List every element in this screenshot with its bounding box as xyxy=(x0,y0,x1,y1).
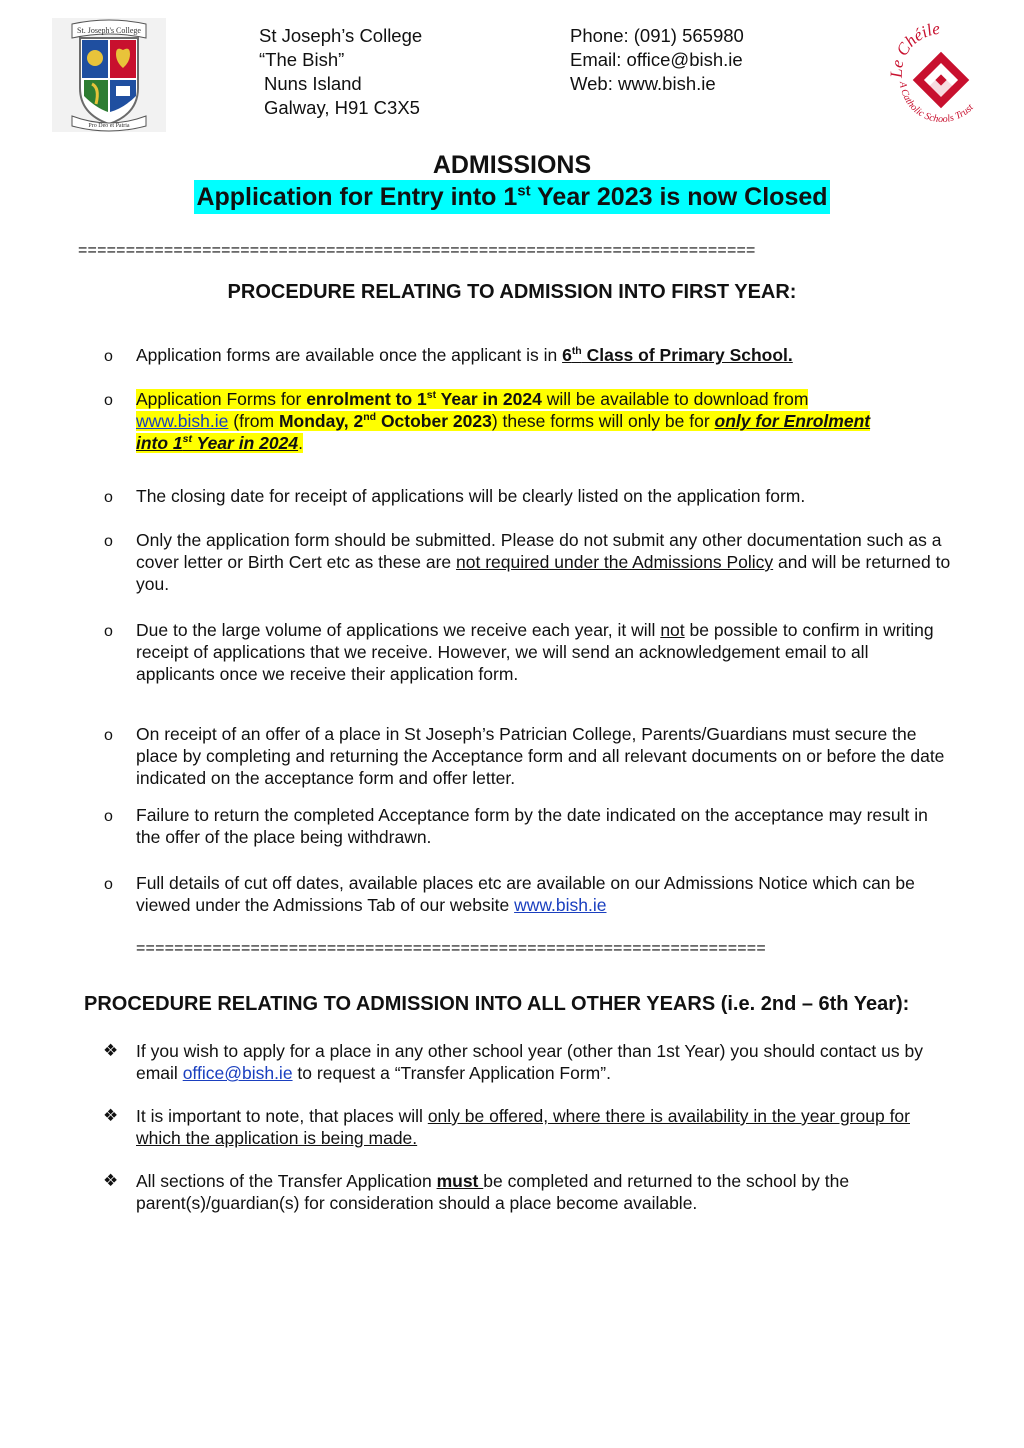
page-title: ADMISSIONS xyxy=(432,151,592,179)
list-item: Only the application form should be submitted. Please do not submit any other documentation such as a cover letter or Birth Cert etc as these are not required under the Admissions Policy and will be returned to you. xyxy=(136,530,951,594)
list-item: If you wish to apply for a place in any other school year (other than 1st Year) you should contact us by email office@bish.ie to request a “Transfer Application Form”. xyxy=(136,1041,923,1083)
list-item: Due to the large volume of applications we receive each year, it will not be possible to confirm in writing receipt of applications that we receive. However, we will send an acknowledgement email to all applicants once we receive their application form. xyxy=(136,620,934,684)
bullet-marker: o xyxy=(104,623,113,640)
bullet-marker: o xyxy=(104,348,113,365)
school-name: St Joseph’s College xyxy=(259,25,423,46)
diamond-bullet-icon: ❖ xyxy=(103,1171,119,1190)
trust-text-bottom: A Catholic Schools Trust xyxy=(896,81,976,126)
website-link[interactable]: www.bish.ie xyxy=(136,411,229,431)
contact-email: Email: office@bish.ie xyxy=(570,49,743,70)
list-item: Failure to return the completed Acceptance form by the date indicated on the acceptance may result in the offer of the place being withdrawn. xyxy=(136,805,928,847)
divider-rule: ================================================================== xyxy=(136,940,766,957)
bullet-marker: o xyxy=(104,489,113,506)
bullet-marker: o xyxy=(104,533,113,550)
list-item: It is important to note, that places will only be offered, where there is availability in the year group for which the application is being made. xyxy=(136,1106,910,1148)
list-item: All sections of the Transfer Application must be completed and returned to the school by the parent(s)/guardian(s) for consideration should a place become available. xyxy=(136,1171,850,1213)
diamond-bullet-icon: ❖ xyxy=(103,1041,119,1060)
list-item: Full details of cut off dates, available places etc are available on our Admissions Notice which can be viewed under the Admissions Tab of our website www.bish.ie xyxy=(136,873,915,915)
contact-phone: Phone: (091) 565980 xyxy=(570,25,744,46)
school-address xyxy=(259,24,422,120)
list-item: Application forms are available once the applicant is in 6th Class of Primary School. xyxy=(136,345,793,365)
address-city: Galway, H91 C3X5 xyxy=(264,97,420,118)
list-item-highlighted: Application Forms for enrolment to 1st Year in 2024 will be available to download from www.bish.ie (from Monday, 2nd October 2023) these forms will only be for only for Enrolment into 1st Year in 2024. xyxy=(136,389,871,453)
bullet-marker: o xyxy=(104,808,113,825)
diamond-bullet-icon: ❖ xyxy=(103,1106,119,1125)
crest-text-bottom: Pro Deo et Patria xyxy=(88,123,130,129)
list-item: On receipt of an offer of a place in St Joseph’s Patrician College, Parents/Guardians must secure the place by completing and returning the Acceptance form and all relevant documents on or before the date indicated on the acceptance form and offer letter. xyxy=(136,724,945,788)
other-years-heading: PROCEDURE RELATING TO ADMISSION INTO ALL OTHER YEARS (i.e. 2nd – 6th Year): xyxy=(84,993,910,1015)
list-item: The closing date for receipt of applications will be clearly listed on the application form. xyxy=(136,486,806,506)
bullet-marker: o xyxy=(104,392,113,409)
address-street: Nuns Island xyxy=(264,73,362,94)
trust-text-top: Le Chéile xyxy=(888,22,941,79)
closed-notice: Application for Entry into 1st Year 2023 is now Closed xyxy=(194,180,829,214)
first-year-heading: PROCEDURE RELATING TO ADMISSION INTO FIRST YEAR: xyxy=(227,281,797,303)
contact-web: Web: www.bish.ie xyxy=(570,73,716,94)
trust-logo xyxy=(888,22,994,128)
bullet-marker: o xyxy=(104,876,113,893)
website-link[interactable]: www.bish.ie xyxy=(514,895,607,915)
school-nickname: “The Bish” xyxy=(259,49,345,70)
crest-text-top: St. Joseph's College xyxy=(77,26,141,35)
school-crest-logo xyxy=(52,18,166,132)
divider-rule: ======================================================================= xyxy=(78,242,756,259)
email-link[interactable]: office@bish.ie xyxy=(182,1063,293,1083)
subtitle-row xyxy=(0,180,1024,214)
bullet-marker: o xyxy=(104,727,113,744)
school-contact xyxy=(570,24,744,96)
